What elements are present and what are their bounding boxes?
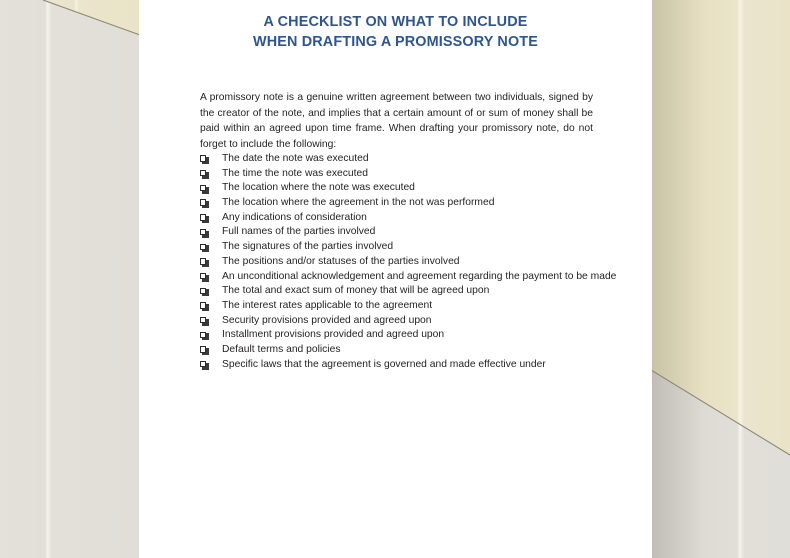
list-item-label: The location where the note was executed	[222, 182, 415, 194]
checkbox-icon[interactable]	[200, 317, 208, 325]
list-item-label: Any indications of consideration	[222, 211, 367, 223]
list-item-label: The total and exact sum of money that will be agreed upon	[222, 285, 490, 297]
checkbox-icon[interactable]	[200, 361, 208, 369]
list-item[interactable]	[200, 211, 640, 226]
checkbox-icon[interactable]	[200, 244, 208, 252]
list-item-label: The positions and/or statuses of the parties involved	[222, 255, 460, 267]
list-item-label: Default terms and policies	[222, 343, 341, 355]
document-content	[139, 0, 652, 558]
list-item-label: The interest rates applicable to the agreement	[222, 299, 433, 311]
list-item-label: The location where the agreement in the not was performed	[222, 197, 495, 209]
list-item-label: Installment provisions provided and agreed upon	[222, 329, 445, 341]
list-item[interactable]	[200, 196, 640, 211]
list-item[interactable]	[200, 240, 640, 255]
list-item-label: The signatures of the parties involved	[222, 241, 394, 253]
list-item[interactable]	[200, 152, 640, 167]
list-item-label: Full names of the parties involved	[222, 226, 376, 238]
backdrop-left	[0, 0, 140, 558]
checkbox-icon[interactable]	[200, 229, 208, 237]
list-item[interactable]	[200, 167, 640, 182]
title-line-2: WHEN DRAFTING A PROMISSORY NOTE	[252, 34, 538, 50]
page-title	[139, 12, 652, 52]
checkbox-icon[interactable]	[200, 302, 208, 310]
checkbox-icon[interactable]	[200, 199, 208, 207]
list-item[interactable]	[200, 314, 640, 329]
intro-paragraph: A promissory note is a genuine written agreement between two individuals, signed by the creator of the note, and implies that a certain amount of or sum of money shall be paid within an agreed upon time frame. When drafting your promissory note, do not forget to include the following:	[200, 92, 593, 150]
list-item-label: The time the note was executed	[222, 167, 368, 179]
backdrop-right-shape	[651, 0, 790, 558]
checkbox-icon[interactable]	[200, 258, 208, 266]
checkbox-icon[interactable]	[200, 273, 208, 281]
checkbox-icon[interactable]	[200, 214, 208, 222]
checkbox-icon[interactable]	[200, 155, 208, 163]
title-line-1: A CHECKLIST ON WHAT TO INCLUDE	[263, 14, 528, 30]
checklist	[200, 152, 640, 372]
list-item[interactable]	[200, 299, 640, 314]
list-item[interactable]	[200, 358, 640, 373]
checkbox-icon[interactable]	[200, 346, 208, 354]
list-item[interactable]	[200, 225, 640, 240]
backdrop-right	[651, 0, 790, 558]
checkbox-icon[interactable]	[200, 288, 208, 296]
list-item-label: Security provisions provided and agreed upon	[222, 314, 432, 326]
list-item[interactable]	[200, 328, 640, 343]
backdrop-left-shape	[0, 0, 140, 558]
list-item-label: Specific laws that the agreement is governed and made effective under	[222, 358, 546, 370]
checkbox-icon[interactable]	[200, 170, 208, 178]
checkbox-icon[interactable]	[200, 332, 208, 340]
list-item-label: An unconditional acknowledgement and agreement regarding the payment to be made	[222, 270, 617, 282]
list-item[interactable]	[200, 343, 640, 358]
list-item[interactable]	[200, 181, 640, 196]
checkbox-icon[interactable]	[200, 185, 208, 193]
list-item[interactable]	[200, 255, 640, 270]
list-item[interactable]	[200, 284, 640, 299]
list-item[interactable]	[200, 270, 640, 285]
list-item-label: The date the note was executed	[222, 153, 369, 164]
